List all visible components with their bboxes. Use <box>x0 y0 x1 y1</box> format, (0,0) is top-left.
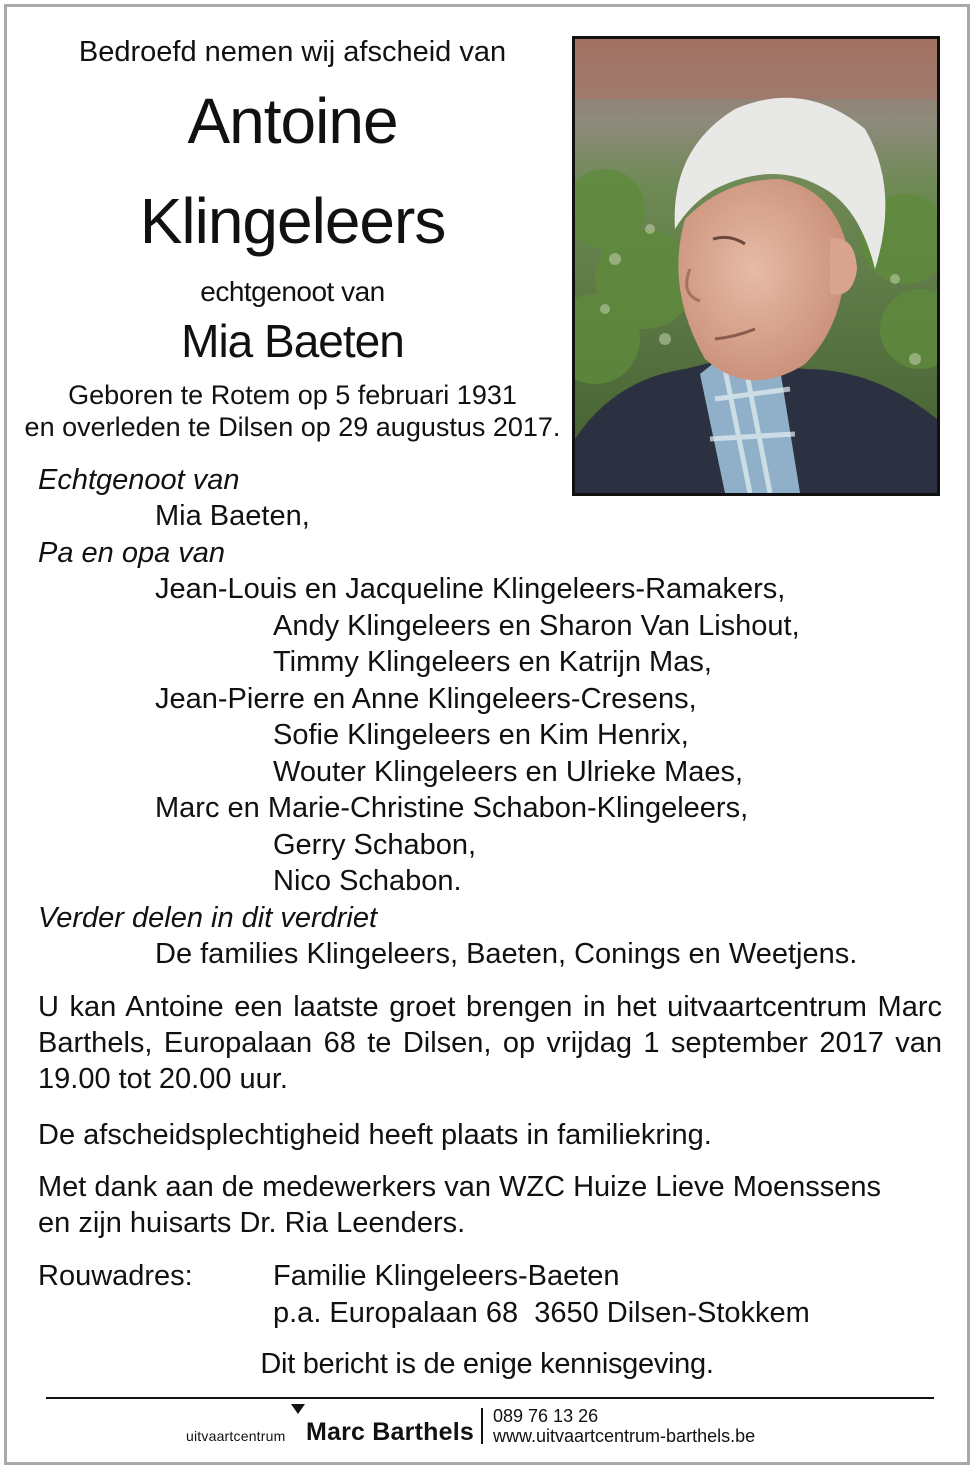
list-item: Jean-Pierre en Anne Klingeleers-Cresens, <box>155 683 697 715</box>
list-item: Timmy Klingeleers en Katrijn Mas, <box>273 646 712 678</box>
deceased-last-name: Klingeleers <box>139 185 446 257</box>
list-item: Andy Klingeleers en Sharon Van Lishout, <box>273 610 800 642</box>
list-item: Gerry Schabon, <box>273 829 477 861</box>
others-heading: Verder delen in dit verdriet <box>38 902 378 934</box>
others-entry: De families Klingeleers, Baeten, Conings en Weetjens. <box>155 938 858 970</box>
list-item: Marc en Marie-Christine Schabon-Klingeleers, <box>155 792 749 824</box>
address-street: p.a. Europalaan 68 3650 Dilsen-Stokkem <box>273 1297 810 1329</box>
list-item: Wouter Klingeleers en Ulrieke Maes, <box>273 756 744 788</box>
ceremony-paragraph: De afscheidsplechtigheid heeft plaats in familiekring. <box>38 1119 712 1151</box>
spouse-entry: Mia Baeten, <box>155 500 310 532</box>
portrait-photo <box>572 36 940 496</box>
birth-info: Geboren te Rotem op 5 februari 1931 <box>68 380 517 410</box>
closing-note: Dit bericht is de enige kennisgeving. <box>260 1348 714 1380</box>
thanks-line-1: Met dank aan de medewerkers van WZC Huize Lieve Moenssens <box>38 1171 881 1203</box>
spouse-heading: Echtgenoot van <box>38 464 240 496</box>
thanks-line-2: en zijn huisarts Dr. Ria Leenders. <box>38 1207 466 1239</box>
visit-paragraph: U kan Antoine een laatste groet brengen in het uitvaartcentrum Marc Barthels, Europalaan 68 te Dilsen, op vrijdag 1 september 2017 van 19.00 tot 20.00 uur. <box>38 991 942 1095</box>
death-info: en overleden te Dilsen op 29 augustus 2017. <box>24 412 561 442</box>
children-heading: Pa en opa van <box>38 537 226 569</box>
triangle-logo-icon <box>291 1404 305 1414</box>
footer-website[interactable]: www.uitvaartcentrum-barthels.be <box>493 1426 756 1446</box>
list-item: Jean-Louis en Jacqueline Klingeleers-Ramakers, <box>155 573 786 605</box>
deceased-first-name: Antoine <box>187 85 398 157</box>
intro-text: Bedroefd nemen wij afscheid van <box>78 36 507 68</box>
brand-name: Marc Barthels <box>306 1418 474 1446</box>
brand-prefix: uitvaartcentrum <box>186 1428 286 1444</box>
spouse-name: Mia Baeten <box>181 315 404 367</box>
list-item: Nico Schabon. <box>273 865 462 897</box>
spouse-label: echtgenoot van <box>200 276 385 307</box>
address-label: Rouwadres: <box>38 1260 193 1292</box>
footer-phone: 089 76 13 26 <box>493 1406 599 1426</box>
footer-separator <box>481 1408 483 1444</box>
footer-divider <box>46 1397 934 1399</box>
list-item: Sofie Klingeleers en Kim Henrix, <box>273 719 689 751</box>
address-name: Familie Klingeleers-Baeten <box>273 1260 620 1292</box>
